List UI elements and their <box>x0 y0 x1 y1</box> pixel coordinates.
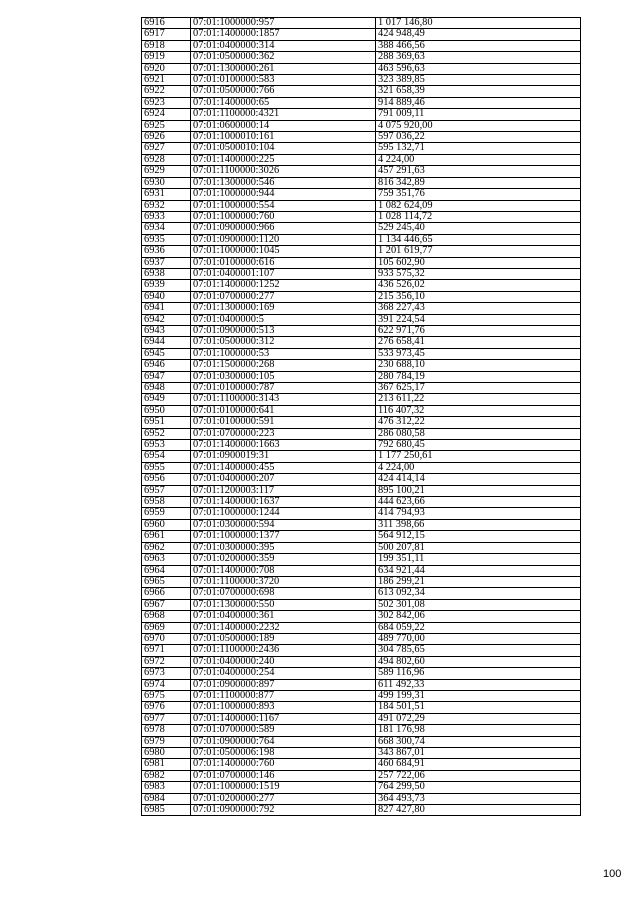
table-row <box>142 371 581 382</box>
table-row <box>142 417 581 428</box>
table-row <box>142 713 581 724</box>
table-body <box>142 18 581 816</box>
cadastral-value-cell: 280 784,19 <box>376 371 581 382</box>
cadastral-value-cell: 288 369,63 <box>376 52 581 63</box>
row-number-cell: 6940 <box>142 291 191 302</box>
cadastral-value-cell: 424 948,49 <box>376 29 581 40</box>
row-number-cell: 6980 <box>142 748 191 759</box>
row-number-cell: 6984 <box>142 793 191 804</box>
cadastral-value-cell: 792 680,45 <box>376 440 581 451</box>
cadastral-value-cell: 1 177 250,61 <box>376 451 581 462</box>
cadastral-number-cell: 07:01:0900000:1120 <box>191 234 376 245</box>
cadastral-value-cell: 1 028 114,72 <box>376 211 581 222</box>
table-row <box>142 519 581 530</box>
row-number-cell: 6977 <box>142 713 191 724</box>
table-row <box>142 132 581 143</box>
cadastral-number-cell: 07:01:1000000:760 <box>191 211 376 222</box>
cadastral-value-cell: 595 132,71 <box>376 143 581 154</box>
table-row <box>142 542 581 553</box>
row-number-cell: 6963 <box>142 554 191 565</box>
cadastral-value-cell: 613 092,34 <box>376 588 581 599</box>
table-row <box>142 451 581 462</box>
row-number-cell: 6920 <box>142 63 191 74</box>
cadastral-number-cell: 07:01:0200000:277 <box>191 793 376 804</box>
cadastral-value-cell: 4 224,00 <box>376 154 581 165</box>
row-number-cell: 6943 <box>142 325 191 336</box>
cadastral-value-cell: 184 501,51 <box>376 702 581 713</box>
row-number-cell: 6948 <box>142 383 191 394</box>
cadastral-value-cell: 914 889,46 <box>376 97 581 108</box>
table-row <box>142 736 581 747</box>
table-row <box>142 440 581 451</box>
row-number-cell: 6967 <box>142 599 191 610</box>
cadastral-value-cell: 436 526,02 <box>376 280 581 291</box>
cadastral-number-cell: 07:01:0700000:277 <box>191 291 376 302</box>
cadastral-number-cell: 07:01:1300000:169 <box>191 303 376 314</box>
cadastral-number-cell: 07:01:1400000:1167 <box>191 713 376 724</box>
cadastral-number-cell: 07:01:0500000:312 <box>191 337 376 348</box>
table-row <box>142 394 581 405</box>
table-row <box>142 383 581 394</box>
table-row <box>142 18 581 29</box>
cadastral-number-cell: 07:01:0900000:764 <box>191 736 376 747</box>
cadastral-number-cell: 07:01:1500000:268 <box>191 360 376 371</box>
row-number-cell: 6944 <box>142 337 191 348</box>
table-row <box>142 428 581 439</box>
cadastral-value-cell: 213 611,22 <box>376 394 581 405</box>
table-row <box>142 588 581 599</box>
cadastral-value-cell: 257 722,06 <box>376 770 581 781</box>
cadastral-value-cell: 230 688,10 <box>376 360 581 371</box>
cadastral-number-cell: 07:01:1100000:4321 <box>191 109 376 120</box>
row-number-cell: 6936 <box>142 246 191 257</box>
cadastral-number-cell: 07:01:0500000:362 <box>191 52 376 63</box>
cadastral-number-cell: 07:01:0500010:104 <box>191 143 376 154</box>
row-number-cell: 6955 <box>142 462 191 473</box>
row-number-cell: 6966 <box>142 588 191 599</box>
cadastral-number-cell: 07:01:1000010:161 <box>191 132 376 143</box>
page-number: 100 <box>603 868 622 880</box>
row-number-cell: 6956 <box>142 474 191 485</box>
table-row <box>142 52 581 63</box>
row-number-cell: 6933 <box>142 211 191 222</box>
row-number-cell: 6970 <box>142 633 191 644</box>
table-row <box>142 348 581 359</box>
cadastral-value-cell: 494 802,60 <box>376 656 581 667</box>
cadastral-value-cell: 457 291,63 <box>376 166 581 177</box>
row-number-cell: 6985 <box>142 805 191 816</box>
cadastral-number-cell: 07:01:1000000:893 <box>191 702 376 713</box>
cadastral-number-cell: 07:01:1100000:877 <box>191 690 376 701</box>
table-row <box>142 166 581 177</box>
row-number-cell: 6973 <box>142 668 191 679</box>
cadastral-value-cell: 116 407,32 <box>376 405 581 416</box>
cadastral-value-cell: 533 973,45 <box>376 348 581 359</box>
table-row <box>142 508 581 519</box>
cadastral-value-cell: 816 342,89 <box>376 177 581 188</box>
row-number-cell: 6935 <box>142 234 191 245</box>
cadastral-number-cell: 07:01:0700000:223 <box>191 428 376 439</box>
cadastral-number-cell: 07:01:1400000:225 <box>191 154 376 165</box>
cadastral-number-cell: 07:01:0300000:395 <box>191 542 376 553</box>
row-number-cell: 6954 <box>142 451 191 462</box>
cadastral-number-cell: 07:01:1000000:1244 <box>191 508 376 519</box>
table-row <box>142 280 581 291</box>
cadastral-value-cell: 302 842,06 <box>376 611 581 622</box>
row-number-cell: 6982 <box>142 770 191 781</box>
cadastral-value-cell: 1 082 624,09 <box>376 200 581 211</box>
row-number-cell: 6918 <box>142 40 191 51</box>
cadastral-value-cell: 286 080,58 <box>376 428 581 439</box>
cadastral-number-cell: 07:01:1400000:455 <box>191 462 376 473</box>
cadastral-value-cell: 1 017 146,80 <box>376 18 581 29</box>
table-row <box>142 782 581 793</box>
cadastral-value-cell: 321 658,39 <box>376 86 581 97</box>
cadastral-value-cell: 199 351,11 <box>376 554 581 565</box>
table-row <box>142 462 581 473</box>
table-row <box>142 97 581 108</box>
cadastral-number-cell: 07:01:0100000:787 <box>191 383 376 394</box>
row-number-cell: 6960 <box>142 519 191 530</box>
cadastral-number-cell: 07:01:0100000:641 <box>191 405 376 416</box>
table-row <box>142 611 581 622</box>
cadastral-value-cell: 460 684,91 <box>376 759 581 770</box>
cadastral-number-cell: 07:01:0400000:207 <box>191 474 376 485</box>
cadastral-number-cell: 07:01:1300000:550 <box>191 599 376 610</box>
table-row <box>142 360 581 371</box>
cadastral-number-cell: 07:01:0900000:966 <box>191 223 376 234</box>
table-row <box>142 474 581 485</box>
cadastral-number-cell: 07:01:0300000:105 <box>191 371 376 382</box>
row-number-cell: 6961 <box>142 531 191 542</box>
cadastral-number-cell: 07:01:0900019:31 <box>191 451 376 462</box>
table-row <box>142 86 581 97</box>
cadastral-value-cell: 1 134 446,65 <box>376 234 581 245</box>
table-row <box>142 759 581 770</box>
row-number-cell: 6974 <box>142 679 191 690</box>
cadastral-value-cell: 489 770,00 <box>376 633 581 644</box>
cadastral-number-cell: 07:01:0900000:792 <box>191 805 376 816</box>
row-number-cell: 6969 <box>142 622 191 633</box>
table-row <box>142 154 581 165</box>
cadastral-number-cell: 07:01:0100000:616 <box>191 257 376 268</box>
cadastral-value-cell: 827 427,80 <box>376 805 581 816</box>
cadastral-number-cell: 07:01:0400000:361 <box>191 611 376 622</box>
cadastral-value-cell: 323 389,85 <box>376 75 581 86</box>
table-row <box>142 189 581 200</box>
table-row <box>142 200 581 211</box>
table-row <box>142 303 581 314</box>
table-row <box>142 75 581 86</box>
row-number-cell: 6952 <box>142 428 191 439</box>
table-row <box>142 291 581 302</box>
cadastral-value-cell: 276 658,41 <box>376 337 581 348</box>
row-number-cell: 6941 <box>142 303 191 314</box>
cadastral-number-cell: 07:01:0900000:897 <box>191 679 376 690</box>
row-number-cell: 6924 <box>142 109 191 120</box>
row-number-cell: 6972 <box>142 656 191 667</box>
cadastral-number-cell: 07:01:0700000:589 <box>191 725 376 736</box>
row-number-cell: 6932 <box>142 200 191 211</box>
cadastral-value-cell: 634 921,44 <box>376 565 581 576</box>
row-number-cell: 6919 <box>142 52 191 63</box>
row-number-cell: 6975 <box>142 690 191 701</box>
cadastral-number-cell: 07:01:1400000:2232 <box>191 622 376 633</box>
table-row <box>142 63 581 74</box>
cadastral-number-cell: 07:01:1300000:261 <box>191 63 376 74</box>
cadastral-value-cell: 304 785,65 <box>376 645 581 656</box>
table-row <box>142 805 581 816</box>
row-number-cell: 6968 <box>142 611 191 622</box>
row-number-cell: 6964 <box>142 565 191 576</box>
table-row <box>142 565 581 576</box>
row-number-cell: 6926 <box>142 132 191 143</box>
cadastral-number-cell: 07:01:0200000:359 <box>191 554 376 565</box>
table-row <box>142 257 581 268</box>
cadastral-number-cell: 07:01:1100000:2436 <box>191 645 376 656</box>
table-row <box>142 793 581 804</box>
row-number-cell: 6921 <box>142 75 191 86</box>
table-row <box>142 748 581 759</box>
cadastral-number-cell: 07:01:0400000:314 <box>191 40 376 51</box>
row-number-cell: 6949 <box>142 394 191 405</box>
row-number-cell: 6931 <box>142 189 191 200</box>
cadastral-value-cell: 215 356,10 <box>376 291 581 302</box>
row-number-cell: 6929 <box>142 166 191 177</box>
row-number-cell: 6978 <box>142 725 191 736</box>
row-number-cell: 6965 <box>142 576 191 587</box>
cadastral-number-cell: 07:01:1400000:1252 <box>191 280 376 291</box>
cadastral-value-cell: 4 224,00 <box>376 462 581 473</box>
row-number-cell: 6947 <box>142 371 191 382</box>
cadastral-number-cell: 07:01:1000000:53 <box>191 348 376 359</box>
table-row <box>142 177 581 188</box>
cadastral-value-cell: 388 466,56 <box>376 40 581 51</box>
cadastral-value-cell: 368 227,43 <box>376 303 581 314</box>
row-number-cell: 6937 <box>142 257 191 268</box>
row-number-cell: 6971 <box>142 645 191 656</box>
row-number-cell: 6958 <box>142 497 191 508</box>
cadastral-value-cell: 895 100,21 <box>376 485 581 496</box>
row-number-cell: 6957 <box>142 485 191 496</box>
cadastral-number-cell: 07:01:1400000:1637 <box>191 497 376 508</box>
row-number-cell: 6927 <box>142 143 191 154</box>
cadastral-number-cell: 07:01:0700000:698 <box>191 588 376 599</box>
cadastral-number-cell: 07:01:0900000:513 <box>191 325 376 336</box>
row-number-cell: 6930 <box>142 177 191 188</box>
table-row <box>142 485 581 496</box>
table-row <box>142 497 581 508</box>
cadastral-value-cell: 684 059,22 <box>376 622 581 633</box>
cadastral-value-cell: 105 602,90 <box>376 257 581 268</box>
row-number-cell: 6922 <box>142 86 191 97</box>
row-number-cell: 6976 <box>142 702 191 713</box>
cadastral-number-cell: 07:01:0400000:240 <box>191 656 376 667</box>
cadastral-value-table <box>141 17 581 816</box>
row-number-cell: 6942 <box>142 314 191 325</box>
cadastral-number-cell: 07:01:1000000:944 <box>191 189 376 200</box>
row-number-cell: 6959 <box>142 508 191 519</box>
cadastral-number-cell: 07:01:1000000:1377 <box>191 531 376 542</box>
table-row <box>142 576 581 587</box>
cadastral-number-cell: 07:01:0500000:189 <box>191 633 376 644</box>
row-number-cell: 6916 <box>142 18 191 29</box>
cadastral-value-cell: 668 300,74 <box>376 736 581 747</box>
cadastral-value-cell: 476 312,22 <box>376 417 581 428</box>
cadastral-value-cell: 414 794,93 <box>376 508 581 519</box>
cadastral-value-cell: 597 036,22 <box>376 132 581 143</box>
cadastral-number-cell: 07:01:1100000:3143 <box>191 394 376 405</box>
cadastral-value-cell: 589 116,96 <box>376 668 581 679</box>
cadastral-number-cell: 07:01:0100000:583 <box>191 75 376 86</box>
cadastral-value-cell: 502 301,08 <box>376 599 581 610</box>
cadastral-value-cell: 933 575,32 <box>376 268 581 279</box>
cadastral-value-cell: 364 493,73 <box>376 793 581 804</box>
cadastral-number-cell: 07:01:0700000:146 <box>191 770 376 781</box>
row-number-cell: 6983 <box>142 782 191 793</box>
table-row <box>142 246 581 257</box>
row-number-cell: 6934 <box>142 223 191 234</box>
cadastral-number-cell: 07:01:0600000:14 <box>191 120 376 131</box>
row-number-cell: 6951 <box>142 417 191 428</box>
table-row <box>142 109 581 120</box>
cadastral-number-cell: 07:01:0400001:107 <box>191 268 376 279</box>
cadastral-number-cell: 07:01:1400000:65 <box>191 97 376 108</box>
row-number-cell: 6953 <box>142 440 191 451</box>
cadastral-number-cell: 07:01:1400000:1663 <box>191 440 376 451</box>
row-number-cell: 6962 <box>142 542 191 553</box>
cadastral-number-cell: 07:01:1200003:117 <box>191 485 376 496</box>
cadastral-number-cell: 07:01:1100000:3720 <box>191 576 376 587</box>
cadastral-value-cell: 791 009,11 <box>376 109 581 120</box>
table-row <box>142 633 581 644</box>
cadastral-value-cell: 622 971,76 <box>376 325 581 336</box>
cadastral-number-cell: 07:01:1000000:1519 <box>191 782 376 793</box>
table-row <box>142 702 581 713</box>
cadastral-number-cell: 07:01:1000000:554 <box>191 200 376 211</box>
cadastral-number-cell: 07:01:1400000:708 <box>191 565 376 576</box>
row-number-cell: 6981 <box>142 759 191 770</box>
row-number-cell: 6946 <box>142 360 191 371</box>
cadastral-value-cell: 529 245,40 <box>376 223 581 234</box>
table-row <box>142 770 581 781</box>
table-row <box>142 120 581 131</box>
cadastral-value-cell: 611 492,33 <box>376 679 581 690</box>
row-number-cell: 6925 <box>142 120 191 131</box>
table-row <box>142 599 581 610</box>
cadastral-number-cell: 07:01:1000000:1045 <box>191 246 376 257</box>
cadastral-value-cell: 499 199,31 <box>376 690 581 701</box>
cadastral-value-cell: 343 867,01 <box>376 748 581 759</box>
row-number-cell: 6923 <box>142 97 191 108</box>
cadastral-value-cell: 391 224,54 <box>376 314 581 325</box>
table-row <box>142 143 581 154</box>
row-number-cell: 6917 <box>142 29 191 40</box>
table-row <box>142 29 581 40</box>
cadastral-number-cell: 07:01:1300000:546 <box>191 177 376 188</box>
table-row <box>142 223 581 234</box>
cadastral-number-cell: 07:01:0400000:254 <box>191 668 376 679</box>
table-row <box>142 690 581 701</box>
table-row <box>142 314 581 325</box>
cadastral-number-cell: 07:01:0500006:198 <box>191 748 376 759</box>
cadastral-value-cell: 424 414,14 <box>376 474 581 485</box>
cadastral-value-cell: 4 075 920,00 <box>376 120 581 131</box>
cadastral-value-cell: 463 596,63 <box>376 63 581 74</box>
cadastral-number-cell: 07:01:1000000:957 <box>191 18 376 29</box>
cadastral-value-cell: 444 623,66 <box>376 497 581 508</box>
table-row <box>142 405 581 416</box>
cadastral-number-cell: 07:01:1400000:1857 <box>191 29 376 40</box>
cadastral-value-cell: 186 299,21 <box>376 576 581 587</box>
table-row <box>142 234 581 245</box>
row-number-cell: 6979 <box>142 736 191 747</box>
table-row <box>142 40 581 51</box>
row-number-cell: 6939 <box>142 280 191 291</box>
table-row <box>142 554 581 565</box>
cadastral-number-cell: 07:01:1100000:3026 <box>191 166 376 177</box>
table-row <box>142 656 581 667</box>
table-row <box>142 725 581 736</box>
table-row <box>142 325 581 336</box>
cadastral-value-cell: 181 176,98 <box>376 725 581 736</box>
table-row <box>142 211 581 222</box>
table-row <box>142 622 581 633</box>
cadastral-value-cell: 491 072,29 <box>376 713 581 724</box>
cadastral-number-cell: 07:01:0500000:766 <box>191 86 376 97</box>
cadastral-number-cell: 07:01:1400000:760 <box>191 759 376 770</box>
row-number-cell: 6945 <box>142 348 191 359</box>
cadastral-value-cell: 759 351,76 <box>376 189 581 200</box>
cadastral-number-cell: 07:01:0300000:594 <box>191 519 376 530</box>
table-row <box>142 679 581 690</box>
row-number-cell: 6938 <box>142 268 191 279</box>
row-number-cell: 6950 <box>142 405 191 416</box>
cadastral-value-cell: 1 201 619,77 <box>376 246 581 257</box>
table-row <box>142 337 581 348</box>
cadastral-value-cell: 311 398,66 <box>376 519 581 530</box>
cadastral-value-cell: 500 207,81 <box>376 542 581 553</box>
cadastral-value-cell: 764 299,50 <box>376 782 581 793</box>
cadastral-number-cell: 07:01:0400000:5 <box>191 314 376 325</box>
table-row <box>142 645 581 656</box>
cadastral-value-cell: 564 912,15 <box>376 531 581 542</box>
table-row <box>142 531 581 542</box>
table-row <box>142 268 581 279</box>
table-row <box>142 668 581 679</box>
row-number-cell: 6928 <box>142 154 191 165</box>
cadastral-number-cell: 07:01:0100000:591 <box>191 417 376 428</box>
cadastral-value-cell: 367 625,17 <box>376 383 581 394</box>
